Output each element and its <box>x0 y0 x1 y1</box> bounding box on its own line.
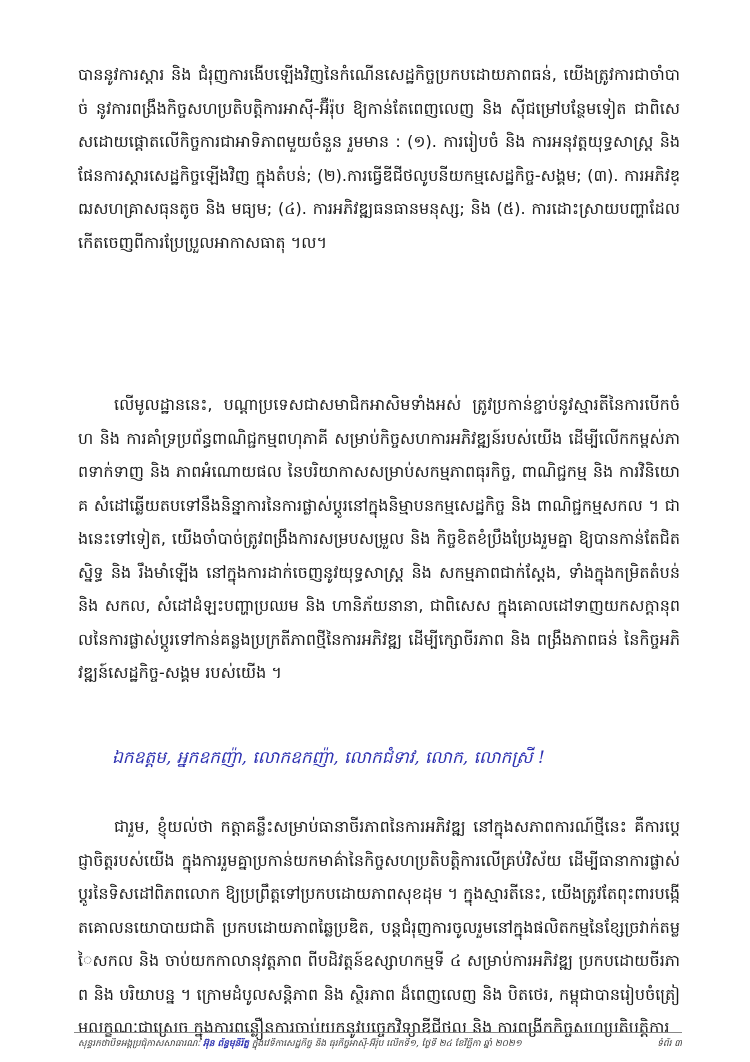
footer-prefix: សុន្ទរកថាបិទអង្គប្រជុំកាសសាធារណៈ <box>78 1039 201 1049</box>
footer-speaker-name: អ៊ុន ព័ន្ធមុនីរ័ត្ន <box>202 1039 249 1049</box>
page-number: ទំព័រ ៣ <box>657 1039 682 1049</box>
footer-event: ក្នុងវេទិកាសេដ្ឋកិច្ច និង ធុរកិច្ចអាស៊ី-អ៊ឺរ៉ុប លើកទី១, ថ្ងៃទី ២៤ ខែវិច្ឆិកា ឆ្នាំ ២០២១ <box>251 1039 522 1049</box>
paragraph-1: បាននូវការស្តារ និង ជំរុញការងើបឡើងវិញនៃកំណើនសេដ្ឋកិច្ចប្រកបដោយភាពធន់, យើងត្រូវការជាចាំបាច់ នូវការពង្រឹងកិច្ចសហប្រតិបត្តិការអាស៊ី-អ៊ឺរ៉ុប ឱ្យកាន់តែពេញលេញ និង ស៊ីជម្រៅបន្ថែមទៀត ជាពិសេសដោយផ្តោតលើកិច្ចការជាអាទិភាពមួយចំនួន រួមមាន : (១). ការរៀបចំ និង ការអនុវត្តយុទ្ធសាស្ត្រ និង ផែនការស្តារសេដ្ឋកិច្ចឡើងវិញ ក្នុងតំបន់; (២).ការធ្វើឌីជីថលូបនីយកម្មសេដ្ឋកិច្ច-សង្គម; (៣). ការអភិវឌ្ឍសហគ្រាសធុនតូច និង មធ្យម; (៤). ការអភិវឌ្ឍធនធានមនុស្ស; និង (៥). ការដោះស្រាយបញ្ហាដែលកើតចេញពីការប្រែប្រួលអាកាសធាតុ ។ល។ <box>78 65 680 252</box>
footer-caption <box>78 1038 522 1051</box>
document-body <box>78 58 680 1045</box>
paragraph-3: ជារួម, ខ្ញុំយល់ថា កត្តាគន្លឹះសម្រាប់ធានាចីរភាពនៃការអភិវឌ្ឍ នៅក្នុងសភាពការណ៍ថ្មីនេះ គឺការប្តេជ្ញាចិត្តរបស់យើង ក្នុងការរួមគ្នាប្រកាន់យកមាគ៌ានៃកិច្ចសហប្រតិបត្តិការលើគ្រប់វិស័យ ដើម្បីធានាការផ្លាស់ប្តូរនៃទិសដៅពិភពលោក ឱ្យប្រព្រឹត្តទៅប្រកបដោយភាពសុខដុម ។ ក្នុងស្មារតីនេះ, យើងត្រូវតែពុះពារបង្កើតគោលនយោបាយជាតិ ប្រកបដោយភាពឆ្លៃប្រឌិត, បន្តជំរុញការចូលរួមនៅក្នុងផលិតកម្មនៃខ្សែច្រវាក់តម្លៃសកល និង ចាប់យកកាលានុវត្តភាព ពីបដិវត្តន៍ឧស្សាហកម្មទី ៤ សម្រាប់ការអភិវឌ្ឍ ប្រកបដោយចីរភាព និង បរិយាបន្ន ។ ក្រោមដំបូលសន្តិភាព និង ស្ថិរភាព ដ៏ពេញលេញ និង បិតថេរ, កម្ពុជាបានរៀបចំត្រៀមលក្ខណៈជាស្រេច ក្នុងការពន្លឿនការចាប់យកនូវបច្ចេកវិទ្យាឌីជីថល និង ការពង្រីកកិច្ចសហប្រតិបត្តិការ <box>78 817 680 1037</box>
paragraph-2: លើមូលដ្ឋាននេះ, បណ្តាប្រទេសជាសមាជិកអាសិមទាំងអស់ ត្រូវប្រកាន់ខ្ជាប់នូវស្មារតីនៃការបើកចំហ និង ការគាំទ្រប្រព័ន្ធពាណិជ្ជកម្មពហុភាគី សម្រាប់កិច្ចសហការអភិវឌ្ឍន៍របស់យើង ដើម្បីលើកកម្ពស់ភាពទាក់ទាញ និង ភាពអំណោយផល នៃបរិយាកាសសម្រាប់សកម្មភាពធុរកិច្ច, ពាណិជ្ជកម្ម និង ការវិនិយោគ សំដៅឆ្លើយតបទៅនឹងនិន្នាការនៃការផ្លាស់ប្តូរនៅក្នុងនិម្មាបនកម្មសេដ្ឋកិច្ច និង ពាណិជ្ជកម្មសកល ។ ជាងនេះទៅទៀត, យើងចាំបាច់ត្រូវពង្រឹងការសម្របសម្រួល និង កិច្ចខិតខំប្រឹងប្រែងរួមគ្នា ឱ្យបានកាន់តែជិតស្និទ្ធ និង រឹងមាំឡើង នៅក្នុងការដាក់ចេញនូវយុទ្ធសាស្ត្រ និង សកម្មភាពជាក់ស្តែង, ទាំងក្នុងកម្រិតតំបន់ និង សកល, សំដៅដំឡះបញ្ហាប្រឈម និង ហានិភ័យនានា, ជាពិសេស ក្នុងគោលដៅទាញយកសក្តានុពលនៃការផ្លាស់ប្តូរទៅកាន់គន្លងប្រក្រតីភាពថ្មីនៃការអភិវឌ្ឍ ដើម្បីក្សោចីរភាព និង ពង្រឹងភាពធន់ នៃកិច្ចអភិវឌ្ឍន៍សេដ្ឋកិច្ច-សង្គម របស់យើង ។ <box>78 395 680 682</box>
salutation-heading: ឯកឧត្តម, អ្នកឧកញ៉ា, លោកឧកញ៉ា, លោកជំទាវ, លោក, លោកស្រី ! <box>112 748 545 768</box>
footer-divider <box>74 1032 682 1033</box>
page-footer <box>78 1038 682 1051</box>
